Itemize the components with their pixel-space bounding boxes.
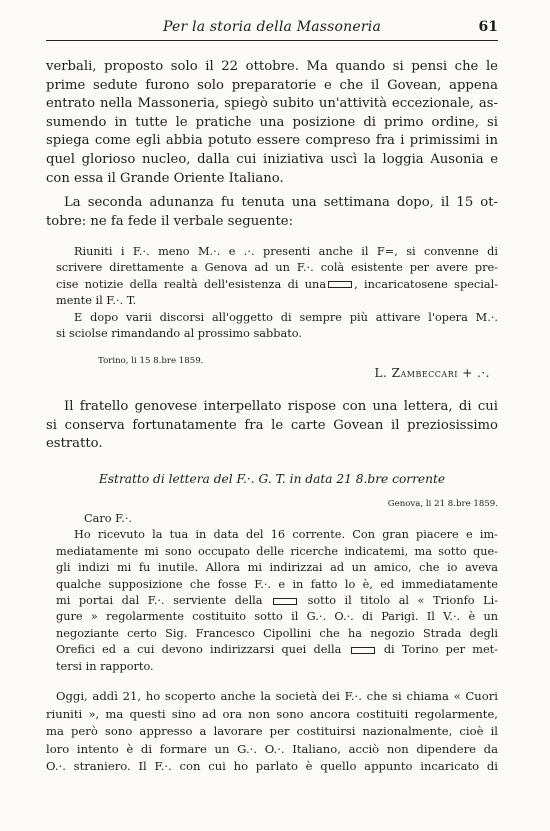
running-header — [46, 18, 498, 41]
text-line: entrato nella Massoneria, spiegò subito un'attività eccezionale, as- — [46, 96, 498, 112]
paragraph-5 — [46, 688, 498, 776]
letter-line: gure » regolarmente costituito sotto il G.·. O.·. di Parigi. Il V.·. è un — [56, 610, 498, 624]
paragraph-2 — [46, 194, 498, 231]
extract-heading: Estratto di lettera del F.·. G. T. in data 21 8.bre corrente — [98, 472, 446, 486]
minute-date: Torino, li 15 8.bre 1859. — [98, 356, 204, 366]
text-line: spiega come egli abbia potuto essere compreso fra i primissimi in — [46, 133, 498, 149]
letter-line: loro intento è di formare un G.·. O.·. Italiano, acciò non dipendere da — [46, 741, 498, 756]
text-line: prime sedute furono solo preparatorie e che il Govean, appena — [46, 77, 498, 93]
letter-line: Oggi, addì 21, ho scoperto anche la società dei F.·. che si chiama « Cuori — [56, 689, 498, 703]
letter-line: tersi in rapporto. — [56, 659, 154, 673]
minute-line — [56, 277, 498, 293]
letter-line: gli indizi mi fu inutile. Allora mi indirizzai ad un amico, che io aveva — [56, 561, 498, 575]
letter-line: mediatamente mi sono occupato delle ricerche indicatemi, ma sotto que- — [56, 544, 498, 558]
paragraph-1 — [46, 58, 498, 188]
letter-line: O.·. straniero. Il F.·. con cui ho parlato è quello appunto incaricato di — [46, 759, 498, 774]
letter-line: qualche supposizione che fosse F.·. e in fatto lo è, ed immediatamente — [56, 577, 498, 591]
letter-line — [56, 642, 498, 658]
letter-line: Ho ricevuto la tua in data del 16 corrente. Con gran piacere e im- — [74, 528, 498, 542]
letter-text: sotto il titolo al « Trionfo Li- — [307, 594, 499, 608]
letter-line: riuniti », ma questi sino ad ora non sono ancora costituiti regolarmente, — [46, 706, 498, 721]
text-line: verbali, proposto solo il 22 ottobre. Ma quando si pensi che le — [46, 59, 498, 74]
minute-text: cise notizie della realtà dell'esistenza di una — [56, 277, 327, 291]
text-line: Il fratello genovese interpellato rispose con una lettera, di cui — [64, 399, 498, 414]
minute-line — [56, 244, 498, 260]
text-line: La seconda adunanza fu tenuta una settimana dopo, il 15 ot- — [64, 195, 498, 210]
text-line: estratto. — [46, 436, 103, 452]
meeting-minute — [56, 244, 498, 342]
text-line: quel glorioso nucleo, dalla cui iniziativa uscì la loggia Ausonia e — [46, 151, 498, 167]
minute-line: E dopo varii discorsi all'oggetto di sempre più attivare l'opera M.·. — [74, 310, 498, 324]
minute-signature: L. Zambeccari + .·. — [374, 366, 490, 380]
running-title: Per la storia della Massoneria — [163, 19, 381, 35]
minute-text: , incaricatosene special- — [354, 277, 499, 291]
letter-salutation: Caro F.·. — [84, 512, 133, 525]
page-number: 61 — [478, 19, 498, 35]
minute-line: mente il F.·. T. — [56, 294, 137, 308]
minute-line: scrivere direttamente a Genova ad un F.·. colà esistente per avere pre- — [56, 261, 498, 275]
letter-date: Genova, li 21 8.bre 1859. — [387, 499, 498, 509]
lodge-symbol-icon — [273, 598, 297, 605]
text-line: si conserva fortunatamente fra le carte Govean il preziosissimo — [46, 417, 498, 433]
minute-line: si sciolse rimandando al prossimo sabbato. — [56, 327, 302, 341]
letter-line: negoziante certo Sig. Francesco Cipollini che ha negozio Strada degli — [56, 626, 498, 640]
text-line: tobre: ne fa fede il verbale seguente: — [46, 213, 294, 229]
letter-line: ma però sono appresso a lavorare per costituirsi nazionalmente, cioè il — [46, 724, 498, 739]
minute-text: Riuniti i F.·. meno M.·. e .·. presenti anche il F — [74, 245, 385, 258]
text-line: con essa il Grande Oriente Italiano. — [46, 170, 284, 186]
lodge-symbol-icon — [351, 647, 375, 654]
text-line: sumendo in tutte le pratiche una posizione di primo ordine, si — [46, 114, 498, 130]
letter-line — [56, 593, 498, 609]
letter-extract — [56, 511, 498, 675]
paragraph-3 — [46, 398, 498, 454]
letter-text: mi portai dal F.·. serviente della — [56, 594, 263, 608]
letter-text: di Torino per met- — [383, 643, 498, 657]
lodge-symbol-icon — [328, 281, 352, 288]
letter-text: Orefici ed a cui devono indirizzarsi quei della — [56, 643, 342, 657]
minute-text: =, si convenne di — [384, 245, 498, 258]
